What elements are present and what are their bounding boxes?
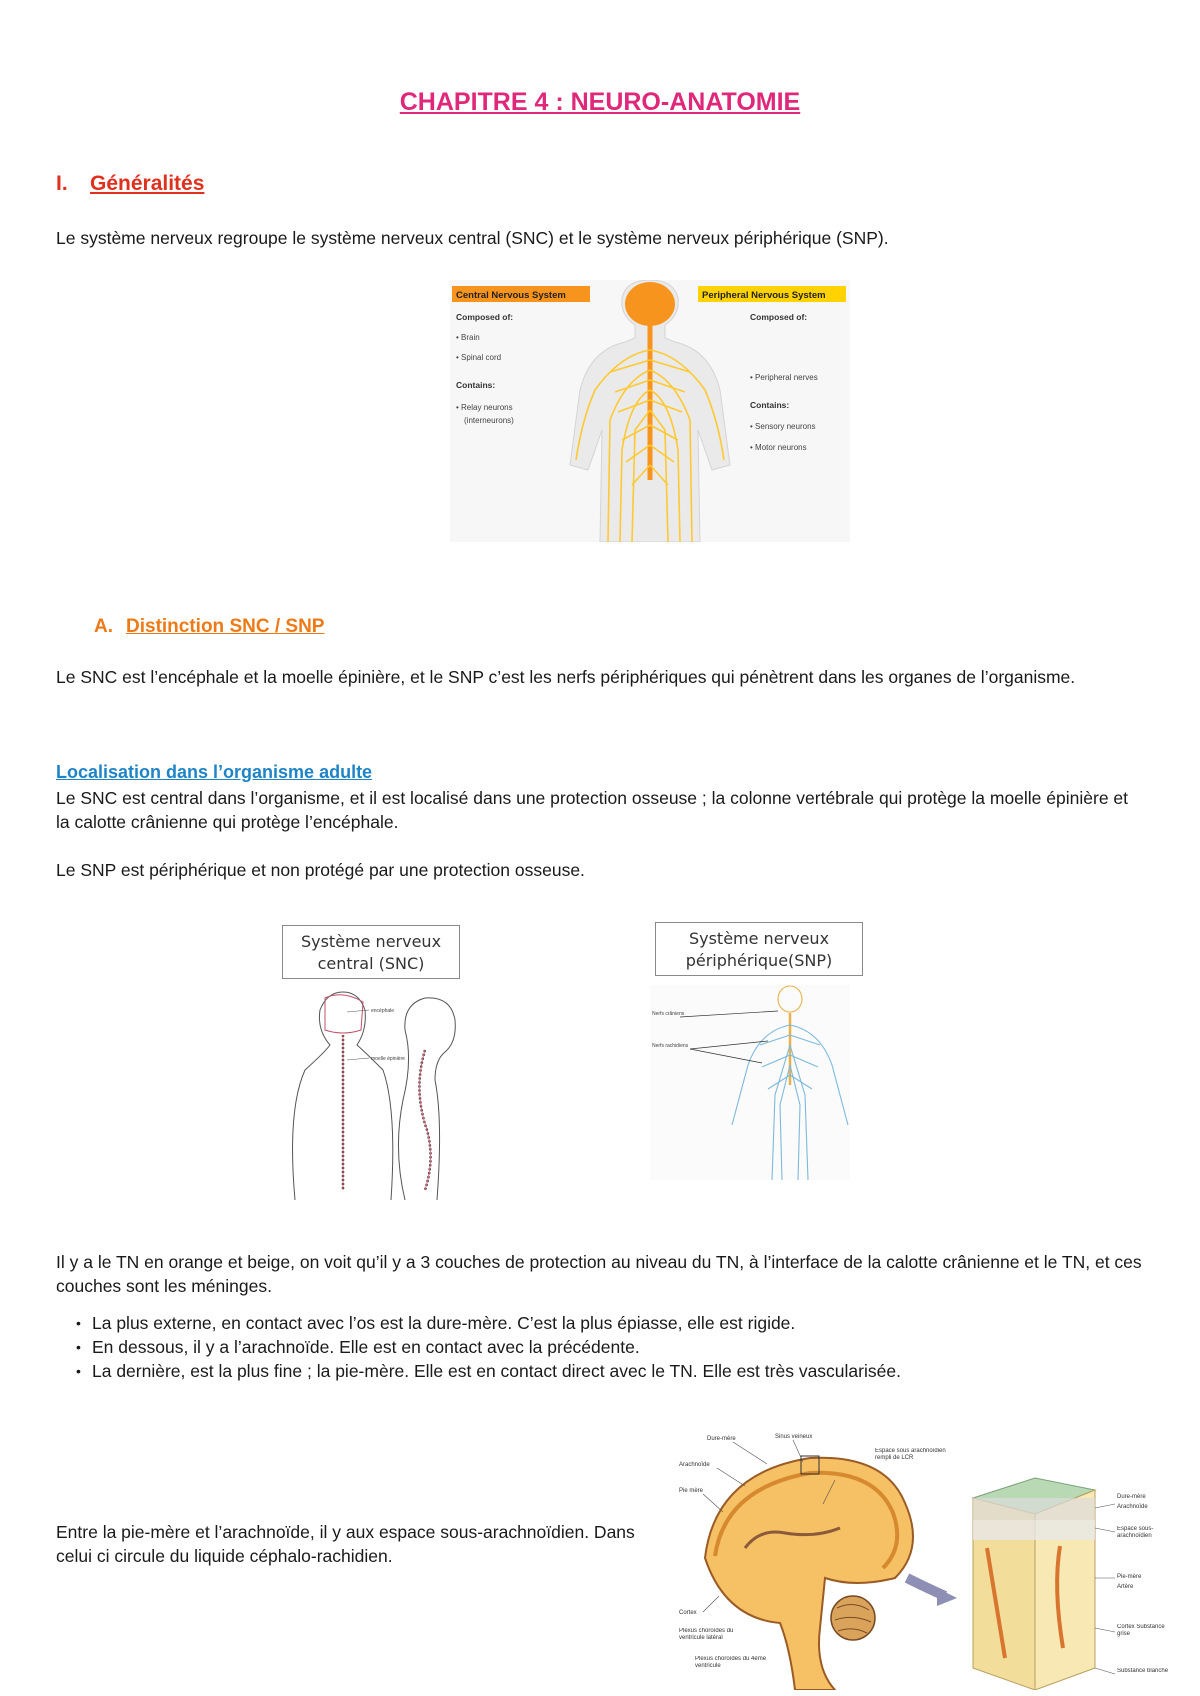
cns-item-spinal-cord: Spinal cord	[461, 353, 502, 362]
section-number: I.	[56, 172, 68, 195]
snc-caption-line2: central (SNC)	[317, 954, 425, 973]
label-espace-lcr: Espace sous arachnoïdien rempli de LCR	[875, 1448, 946, 1461]
subheading-localisation: Localisation dans l’organisme adulte	[56, 762, 373, 782]
snp-label-craniens: Nerfs crâniens	[652, 1011, 685, 1017]
cns-composed-label: Composed of:	[456, 312, 514, 322]
label-r-arachnoide: Arachnoïde	[1117, 1504, 1148, 1510]
section-heading-distinction	[94, 616, 324, 638]
section-title: Généralités	[90, 172, 205, 195]
meninges-list	[56, 1311, 1146, 1383]
paragraph-tn: Il y a le TN en orange et beige, on voit qu’il y a 3 couches de protection au niveau du TN, à l’interface de la calotte crânienne et le TN, et ces couches sont les méninges.	[56, 1252, 1142, 1296]
cns-item-interneurons: (interneurons)	[464, 416, 514, 425]
svg-text:• Peripheral nerves: • Peripheral nerves	[750, 373, 818, 382]
paragraph-localisation: Le SNC est central dans l’organisme, et il est localisé dans une protection osseuse ; la colonne vertébrale qui protège la moelle épinière et la calotte crânienne qui protège l’encéphale.	[56, 788, 1129, 832]
label-cortex: Cortex	[679, 1610, 697, 1616]
snp-figure	[650, 985, 850, 1180]
snc-caption-line1: Système nerveux	[300, 932, 442, 951]
pns-item-sensory: Sensory neurons	[755, 422, 816, 431]
cns-contains-label: Contains:	[456, 380, 496, 390]
cns-item-brain: Brain	[461, 333, 480, 342]
snc-skeleton-diagram	[285, 990, 465, 1200]
svg-text:• Spinal cord: • Spinal cord	[456, 353, 502, 362]
svg-text:• Brain: • Brain	[456, 333, 480, 342]
label-r-espace: Espace sous-arachnoïdien	[1117, 1526, 1154, 1539]
pns-contains-label: Contains:	[750, 400, 790, 410]
list-item: • La dernière, est la plus fine ; la pie-mère. Elle est en contact direct avec le TN. Elle est très vascularisée.	[76, 1361, 901, 1381]
svg-text:• Sensory neurons: • Sensory neurons	[750, 422, 816, 431]
nervous-system-figure	[450, 280, 850, 542]
section-heading-generalites	[56, 172, 204, 196]
paragraph-distinction: Le SNC est l’encéphale et la moelle épinière, et le SNP c’est les nerfs périphériques qui pénètrent dans les organes de l’organisme.	[56, 667, 1076, 687]
snc-figure	[285, 990, 465, 1200]
nervous-system-diagram	[450, 280, 850, 542]
snc-label-moelle: moelle épinière	[371, 1056, 405, 1062]
label-plexus-lateral: Plexus choroïdes du ventricule latéral	[679, 1628, 734, 1641]
label-r-artere: Artère	[1117, 1584, 1134, 1590]
svg-text:• Motor neurons: • Motor neurons	[750, 443, 807, 452]
snp-caption-line2: périphérique(SNP)	[685, 951, 833, 970]
list-item: • La plus externe, en contact avec l’os est la dure-mère. C’est la plus épiasse, elle est rigide.	[76, 1313, 796, 1333]
snp-caption-line1: Système nerveux	[688, 929, 830, 948]
pns-item-motor: Motor neurons	[755, 443, 807, 452]
label-r-dure-mere: Dure-mère	[1117, 1494, 1146, 1500]
pns-header: Peripheral Nervous System	[702, 290, 826, 301]
snp-body-diagram	[650, 985, 850, 1180]
snc-label-encephale: encéphale	[371, 1008, 395, 1014]
snp-caption-box	[655, 922, 863, 976]
paragraph-snp: Le SNP est périphérique et non protégé par une protection osseuse.	[56, 860, 585, 880]
label-r-cortex: Cortex Substance grise	[1117, 1624, 1165, 1637]
svg-text:• Relay neurons: • Relay neurons	[456, 403, 513, 412]
pns-composed-label: Composed of:	[750, 312, 808, 322]
snp-label-rachidiens: Nerfs rachidiens	[652, 1043, 689, 1049]
paragraph-lcr: Entre la pie-mère et l’arachnoïde, il y aux espace sous-arachnoïdien. Dans celui ci circule du liquide céphalo-rachidien.	[56, 1522, 635, 1566]
label-plexus-4: Plexus choroïdes du 4ème ventricule	[695, 1656, 767, 1669]
list-item: • En dessous, il y a l’arachnoïde. Elle est en contact avec la précédente.	[76, 1337, 640, 1357]
section-title: Distinction SNC / SNP	[126, 616, 325, 637]
label-dure-mere: Dure-mère	[707, 1436, 736, 1442]
label-r-pie-mere: Pie-mère	[1117, 1574, 1142, 1580]
section-letter: A.	[94, 616, 113, 637]
label-sinus: Sinus veineux	[775, 1434, 813, 1440]
snc-caption-box	[282, 925, 460, 979]
cns-item-relay: Relay neurons	[461, 403, 513, 412]
label-arachnoide: Arachnoïde	[679, 1462, 710, 1468]
intro-paragraph: Le système nerveux regroupe le système nerveux central (SNC) et le système nerveux périphérique (SNP).	[56, 228, 889, 248]
label-pie-mere: Pie mère	[679, 1488, 704, 1494]
meninges-figure	[675, 1428, 1175, 1690]
label-r-blanche: Substance blanche	[1117, 1668, 1169, 1674]
page-title: CHAPITRE 4 : NEURO-ANATOMIE	[399, 88, 801, 116]
meninges-diagram	[675, 1428, 1175, 1690]
cns-header: Central Nervous System	[456, 290, 566, 301]
pns-item-peripheral: Peripheral nerves	[755, 373, 818, 382]
